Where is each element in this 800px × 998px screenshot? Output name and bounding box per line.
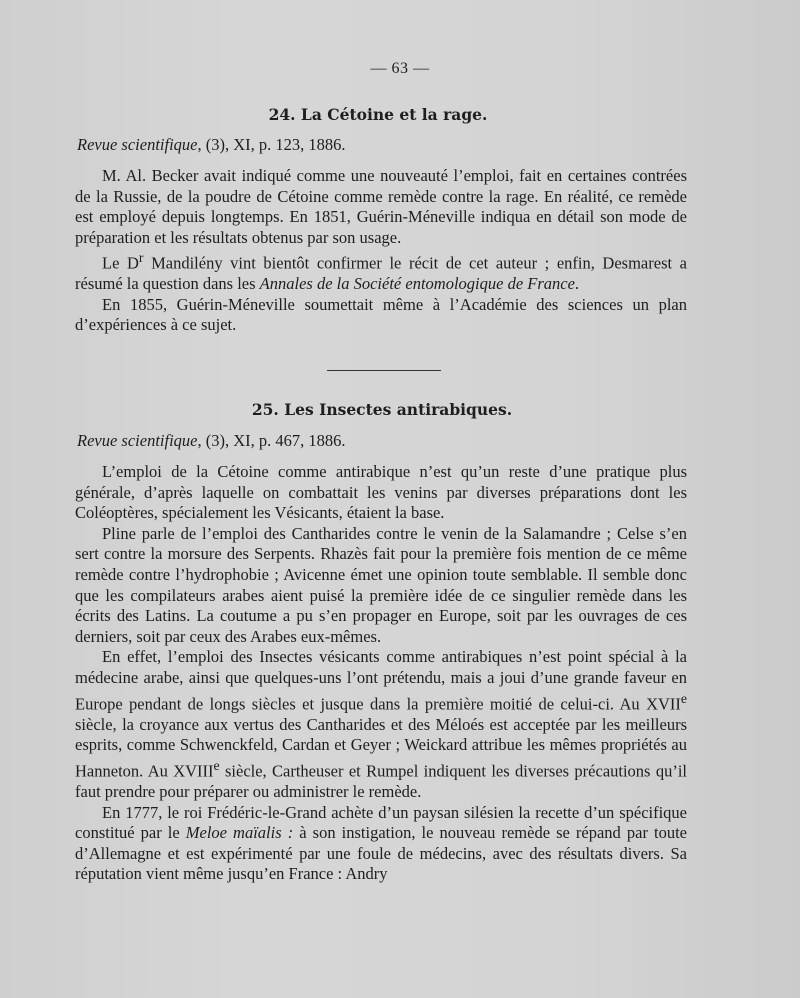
paragraph [75,803,687,885]
section-25-body [75,462,687,885]
reference-details: , (3), XI, p. 123, 1886. [197,135,346,154]
species-name: Meloe maïalis : [185,823,294,843]
text-run: Le D [102,253,139,273]
superscript: e [680,690,687,706]
journal-title: Annales de la Société entomologique de France [259,274,575,293]
text-run: à son instigation, le nouveau remède se répand par toute d’Allemagne et est expérimenté par une foule de médecins, avec des résultats divers. Sa réputation vient même jusqu’en France : Andry [75,823,688,884]
page-number: — 63 — [370,60,430,77]
section-24-body [75,166,687,336]
section-25-title: 25. Les Insectes antirabiques. [251,400,513,419]
paragraph: M. Al. Becker avait indiqué comme une nouveauté l’emploi, fait en certaines contrées de la Russie, de la poudre de Cétoine comme remède contre la rage. En réalité, ce remède est employé depuis longtemps. En 1851, Guérin-Méneville indiqua en détail son mode de préparation et les résultats obtenus par son usage. [75,166,687,247]
section-25-reference [77,431,346,451]
paragraph: L’emploi de la Cétoine comme antirabique n’est qu’un reste d’une pratique plus générale, d’après laquelle on combattait les venins par diverses préparations dont les Coléoptères, spécialement les Vésicants, étaient la base. [75,462,687,523]
superscript: e [213,757,220,773]
text-run: siècle, la croyance aux vertus des Cantharides et des Méloés est acceptée par les meilleurs esprits, comme Schwenckfeld, Cardan et Geyer ; Weickard attribue les mêmes propriétés au Hanneton. Au XVIII [75,714,687,781]
paragraph: Pline parle de l’emploi des Cantharides contre le venin de la Salamandre ; Celse s’en sert contre la morsure des Serpents. Rhazès fait pour la première fois mention de ce même remède contre l’hydrophobie ; Avicenne émet une opinion toute semblable. Il semble donc que les compilateurs arabes aient puisé la première idée de ce singulier remède dans les écrits des Latins. La coutume a pu s’en propager en Europe, soit par les ouvrages de ces derniers, soit par ceux des Arabes eux-mêmes. [75,523,687,646]
paragraph: En 1855, Guérin-Méneville soumettait même à l’Académie des sciences un plan d’expériences à ce sujet. [75,294,687,334]
paragraph [75,647,687,802]
reference-details: , (3), XI, p. 467, 1886. [197,431,346,450]
section-24-title: 24. La Cétoine et la rage. [268,105,488,124]
journal-name: Revue scientifique [77,135,198,154]
journal-name: Revue scientifique [77,431,198,450]
text-run: . [574,274,580,293]
text-run: siècle, Cartheuser et Rumpel indiquent les diverses précautions qu’il faut prendre pour préparer ou administrer le remède. [75,761,687,801]
text-run: Mandilény vint bientôt confirmer le récit de cet auteur ; enfin, Desmarest a résumé la question dans les [75,253,687,293]
section-24-reference [77,135,346,155]
superscript: r [138,250,144,265]
paragraph [75,248,687,295]
section-divider [327,370,441,371]
text-run: En 1777, le roi Frédéric-le-Grand achète d’un paysan silésien la recette d’un spécifique constitué par le [75,802,687,843]
text-run: En effet, l’emploi des Insectes vésicants comme antirabiques n’est point spécial à la médecine arabe, ainsi que quelques-uns l’ont prétendu, mais a joui d’une grande faveur en Europe pendant de longs siècles et jusque dans la première moitié de celui-ci. Au XVII [75,647,687,714]
